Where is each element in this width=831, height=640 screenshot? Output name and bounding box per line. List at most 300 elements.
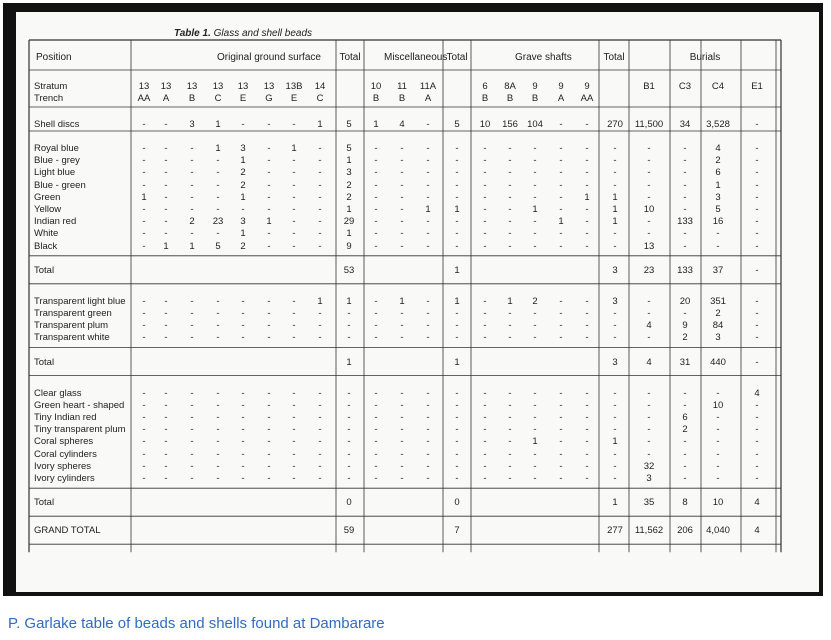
value-cell: - xyxy=(533,448,537,460)
value-cell: - xyxy=(455,228,459,240)
value-cell: - xyxy=(716,387,720,399)
row-label: Black xyxy=(34,240,58,252)
value-cell: - xyxy=(241,424,245,436)
value-cell: - xyxy=(216,155,220,167)
value-cell: - xyxy=(559,191,563,203)
value-cell: - xyxy=(455,320,459,332)
value-cell: - xyxy=(455,436,459,448)
value-cell: - xyxy=(755,320,759,332)
value-cell: - xyxy=(455,460,459,472)
value-cell: - xyxy=(374,332,378,344)
value-cell: - xyxy=(164,332,168,344)
value-cell: - xyxy=(400,167,404,179)
value-cell: - xyxy=(400,448,404,460)
value-cell: - xyxy=(241,448,245,460)
total-value: 1 xyxy=(454,356,460,368)
value-cell: - xyxy=(164,119,168,130)
value-cell: 6 xyxy=(682,412,688,423)
value-cell: - xyxy=(164,387,168,399)
value-cell: 3,528 xyxy=(706,119,730,130)
stratum-code: 6 xyxy=(482,81,488,92)
stratum-code: E1 xyxy=(751,81,763,92)
value-cell: - xyxy=(267,436,271,448)
value-cell: - xyxy=(483,191,487,203)
value-cell: - xyxy=(318,436,322,448)
value-cell: 5 xyxy=(346,119,352,130)
value-cell: - xyxy=(426,387,430,399)
value-cell: - xyxy=(559,204,563,215)
value-cell: - xyxy=(455,155,459,167)
value-cell: - xyxy=(374,448,378,460)
value-cell: - xyxy=(613,424,617,436)
value-cell: - xyxy=(613,167,617,179)
value-cell: - xyxy=(267,167,271,179)
value-cell: - xyxy=(142,119,146,130)
trench-code: C xyxy=(214,93,222,104)
value-cell: - xyxy=(347,412,351,423)
value-cell: - xyxy=(755,143,759,154)
value-cell: - xyxy=(400,460,404,472)
row-label: Transparent green xyxy=(34,308,112,319)
value-cell: - xyxy=(755,216,759,228)
value-cell: - xyxy=(755,119,759,130)
value-cell: - xyxy=(647,387,651,399)
value-cell: 10 xyxy=(479,119,491,130)
value-cell: - xyxy=(613,143,617,154)
value-cell: - xyxy=(267,424,271,436)
value-cell: - xyxy=(374,179,378,191)
stratum-code: 9 xyxy=(584,81,590,92)
value-cell: - xyxy=(267,387,271,399)
trench-code: C xyxy=(316,93,324,104)
value-cell: - xyxy=(426,332,430,344)
value-cell: - xyxy=(755,460,759,472)
trench-code: B xyxy=(506,93,514,104)
value-cell: 10 xyxy=(712,399,724,411)
row-label: Ivory spheres xyxy=(34,460,92,472)
value-cell: - xyxy=(292,179,296,191)
value-cell: - xyxy=(559,143,563,154)
value-cell: - xyxy=(508,143,512,154)
total-value: 35 xyxy=(643,497,655,509)
value-cell: - xyxy=(142,320,146,332)
value-cell: 84 xyxy=(712,320,724,332)
value-cell: - xyxy=(585,295,589,307)
value-cell: - xyxy=(508,399,512,411)
value-cell: - xyxy=(585,320,589,332)
value-cell: - xyxy=(216,320,220,332)
value-cell: 1 xyxy=(425,204,431,215)
value-cell: - xyxy=(585,448,589,460)
value-cell: - xyxy=(483,167,487,179)
value-cell: - xyxy=(426,460,430,472)
value-cell: 2 xyxy=(346,191,352,203)
value-cell: - xyxy=(483,460,487,472)
value-cell: - xyxy=(216,424,220,436)
value-cell: - xyxy=(533,460,537,472)
value-cell: - xyxy=(716,228,720,240)
value-cell: - xyxy=(241,332,245,344)
value-cell: - xyxy=(267,332,271,344)
value-cell: 3 xyxy=(346,167,352,179)
value-cell: - xyxy=(455,308,459,319)
value-cell: - xyxy=(613,240,617,252)
stratum-code: C3 xyxy=(678,81,692,92)
value-cell: - xyxy=(483,179,487,191)
value-cell: - xyxy=(683,308,687,319)
value-cell: - xyxy=(483,387,487,399)
value-cell: - xyxy=(142,179,146,191)
value-cell: 133 xyxy=(677,216,693,228)
value-cell: - xyxy=(400,240,404,252)
total-value: 1 xyxy=(346,356,352,368)
value-cell: 1 xyxy=(189,240,195,252)
value-cell: - xyxy=(216,399,220,411)
value-cell: - xyxy=(426,412,430,423)
value-cell: 29 xyxy=(343,216,355,228)
value-cell: - xyxy=(683,155,687,167)
value-cell: - xyxy=(683,228,687,240)
row-label: Green heart - shaped xyxy=(34,399,125,411)
header-total: Total xyxy=(339,52,361,63)
total-value: 4 xyxy=(754,497,760,509)
value-cell: - xyxy=(318,216,322,228)
value-cell: - xyxy=(190,448,194,460)
value-cell: - xyxy=(400,308,404,319)
value-cell: - xyxy=(216,191,220,203)
value-cell: - xyxy=(613,155,617,167)
value-cell: - xyxy=(426,399,430,411)
value-cell: 1 xyxy=(317,119,323,130)
value-cell: - xyxy=(190,167,194,179)
value-cell: - xyxy=(483,399,487,411)
value-cell: - xyxy=(585,167,589,179)
value-cell: - xyxy=(347,436,351,448)
value-cell: - xyxy=(142,204,146,215)
value-cell: - xyxy=(647,179,651,191)
value-cell: - xyxy=(400,179,404,191)
value-cell: - xyxy=(374,308,378,319)
value-cell: - xyxy=(647,295,651,307)
value-cell: - xyxy=(400,216,404,228)
value-cell: - xyxy=(292,320,296,332)
value-cell: - xyxy=(190,387,194,399)
value-cell: - xyxy=(292,228,296,240)
value-cell: - xyxy=(216,448,220,460)
value-cell: - xyxy=(483,332,487,344)
value-cell: - xyxy=(374,228,378,240)
value-cell: - xyxy=(216,473,220,484)
value-cell: - xyxy=(508,167,512,179)
value-cell: - xyxy=(426,424,430,436)
value-cell: 1 xyxy=(454,295,460,307)
value-cell: - xyxy=(483,295,487,307)
value-cell: - xyxy=(508,412,512,423)
trench-code: B xyxy=(481,93,489,104)
value-cell: - xyxy=(241,460,245,472)
row-label: Transparent light blue xyxy=(34,295,126,307)
value-cell: - xyxy=(559,399,563,411)
value-cell: - xyxy=(216,436,220,448)
row-label: Shell discs xyxy=(34,119,80,130)
value-cell: - xyxy=(241,308,245,319)
value-cell: - xyxy=(190,228,194,240)
value-cell: - xyxy=(426,240,430,252)
value-cell: - xyxy=(508,191,512,203)
value-cell: - xyxy=(216,332,220,344)
value-cell: - xyxy=(164,167,168,179)
value-cell: - xyxy=(216,204,220,215)
value-cell: - xyxy=(455,387,459,399)
value-cell: - xyxy=(318,460,322,472)
grand-total-value: 7 xyxy=(454,525,460,537)
value-cell: - xyxy=(755,473,759,484)
value-cell: - xyxy=(426,228,430,240)
value-cell: - xyxy=(683,448,687,460)
value-cell: - xyxy=(241,119,245,130)
value-cell: - xyxy=(241,412,245,423)
value-cell: - xyxy=(190,155,194,167)
value-cell: - xyxy=(455,191,459,203)
value-cell: - xyxy=(585,473,589,484)
value-cell: 4 xyxy=(646,320,652,332)
value-cell: - xyxy=(241,436,245,448)
value-cell: - xyxy=(426,308,430,319)
value-cell: - xyxy=(533,179,537,191)
value-cell: - xyxy=(400,204,404,215)
value-cell: 1 xyxy=(715,179,721,191)
value-cell: - xyxy=(683,179,687,191)
value-cell: - xyxy=(267,191,271,203)
value-cell: - xyxy=(483,473,487,484)
value-cell: - xyxy=(318,448,322,460)
total-value: 440 xyxy=(710,356,726,368)
value-cell: - xyxy=(755,436,759,448)
value-cell: 1 xyxy=(612,191,618,203)
value-cell: 1 xyxy=(584,191,590,203)
value-cell: - xyxy=(755,412,759,423)
value-cell: - xyxy=(559,179,563,191)
value-cell: - xyxy=(533,332,537,344)
value-cell: - xyxy=(483,308,487,319)
value-cell: - xyxy=(647,191,651,203)
grand-total-value: 277 xyxy=(607,525,623,537)
row-label: Indian red xyxy=(34,216,77,228)
value-cell: - xyxy=(533,320,537,332)
grand-total-label: GRAND TOTAL xyxy=(34,525,101,537)
value-cell: 10 xyxy=(643,204,655,215)
value-cell: - xyxy=(647,216,651,228)
value-cell: - xyxy=(716,240,720,252)
table-number: Table 1. xyxy=(174,28,211,39)
value-cell: - xyxy=(374,399,378,411)
value-cell: - xyxy=(374,412,378,423)
value-cell: - xyxy=(585,399,589,411)
value-cell: - xyxy=(292,399,296,411)
value-cell: 6 xyxy=(715,167,721,179)
value-cell: - xyxy=(374,320,378,332)
value-cell: - xyxy=(613,308,617,319)
value-cell: - xyxy=(318,424,322,436)
value-cell: - xyxy=(585,387,589,399)
value-cell: - xyxy=(318,412,322,423)
value-cell: - xyxy=(647,424,651,436)
value-cell: - xyxy=(559,228,563,240)
row-label: Blue - green xyxy=(34,179,86,191)
value-cell: - xyxy=(647,167,651,179)
value-cell: - xyxy=(533,167,537,179)
value-cell: - xyxy=(190,436,194,448)
value-cell: - xyxy=(508,240,512,252)
value-cell: - xyxy=(483,240,487,252)
value-cell: 2 xyxy=(715,308,721,319)
grand-total-value: 59 xyxy=(343,525,355,537)
value-cell: - xyxy=(374,424,378,436)
value-cell: - xyxy=(755,399,759,411)
value-cell: - xyxy=(585,424,589,436)
value-cell: - xyxy=(647,308,651,319)
value-cell: - xyxy=(190,295,194,307)
value-cell: - xyxy=(508,228,512,240)
value-cell: - xyxy=(533,308,537,319)
value-cell: 16 xyxy=(712,216,724,228)
value-cell: - xyxy=(559,412,563,423)
total-value: 1 xyxy=(454,264,460,276)
value-cell: - xyxy=(559,332,563,344)
value-cell: - xyxy=(400,412,404,423)
trench-code: AA xyxy=(580,93,594,104)
value-cell: - xyxy=(455,332,459,344)
value-cell: - xyxy=(267,155,271,167)
value-cell: 1 xyxy=(215,143,221,154)
value-cell: - xyxy=(455,448,459,460)
stratum-code: B1 xyxy=(643,81,655,92)
value-cell: - xyxy=(533,412,537,423)
value-cell: - xyxy=(318,399,322,411)
value-cell: - xyxy=(613,399,617,411)
value-cell: 3 xyxy=(715,191,721,203)
stratum-code: 11 xyxy=(397,81,407,92)
value-cell: - xyxy=(455,240,459,252)
total-value: 10 xyxy=(712,497,724,509)
value-cell: 3 xyxy=(240,216,246,228)
header-position: Position xyxy=(36,52,72,63)
value-cell: - xyxy=(190,460,194,472)
value-cell: - xyxy=(292,308,296,319)
value-cell: - xyxy=(374,167,378,179)
value-cell: - xyxy=(292,436,296,448)
value-cell: - xyxy=(374,436,378,448)
value-cell: - xyxy=(164,204,168,215)
value-cell: 1 xyxy=(612,436,618,448)
value-cell: 1 xyxy=(373,119,379,130)
value-cell: - xyxy=(400,332,404,344)
value-cell: - xyxy=(683,204,687,215)
value-cell: - xyxy=(508,320,512,332)
value-cell: - xyxy=(267,119,271,130)
table-title-text: Glass and shell beads xyxy=(213,28,313,39)
value-cell: - xyxy=(755,332,759,344)
value-cell: - xyxy=(483,436,487,448)
value-cell: - xyxy=(533,424,537,436)
value-cell: - xyxy=(374,473,378,484)
value-cell: 5 xyxy=(215,240,221,252)
stratum-code: 13 xyxy=(237,81,249,92)
value-cell: - xyxy=(347,332,351,344)
scanned-table-page xyxy=(16,12,819,592)
trench-code: B xyxy=(372,93,380,104)
value-cell: - xyxy=(142,412,146,423)
value-cell: - xyxy=(483,448,487,460)
total-value: 3 xyxy=(612,264,618,276)
value-cell: - xyxy=(318,155,322,167)
value-cell: - xyxy=(400,228,404,240)
value-cell: - xyxy=(216,460,220,472)
value-cell: - xyxy=(164,179,168,191)
value-cell: - xyxy=(613,448,617,460)
value-cell: - xyxy=(292,473,296,484)
value-cell: - xyxy=(585,204,589,215)
value-cell: - xyxy=(559,448,563,460)
value-cell: - xyxy=(533,228,537,240)
value-cell: - xyxy=(647,228,651,240)
value-cell: - xyxy=(533,399,537,411)
value-cell: 5 xyxy=(454,119,460,130)
value-cell: - xyxy=(755,228,759,240)
total-value: 4 xyxy=(646,356,652,368)
value-cell: - xyxy=(267,460,271,472)
row-label: Tiny Indian red xyxy=(34,412,97,423)
value-cell: - xyxy=(142,448,146,460)
value-cell: - xyxy=(347,308,351,319)
value-cell: - xyxy=(164,424,168,436)
value-cell: - xyxy=(292,295,296,307)
value-cell: - xyxy=(716,460,720,472)
value-cell: - xyxy=(508,332,512,344)
trench-code: G xyxy=(265,93,273,104)
value-cell: - xyxy=(318,204,322,215)
value-cell: - xyxy=(216,308,220,319)
value-cell: 32 xyxy=(643,460,655,472)
value-cell: - xyxy=(374,460,378,472)
value-cell: - xyxy=(559,167,563,179)
value-cell: - xyxy=(559,295,563,307)
value-cell: 3 xyxy=(240,143,246,154)
stratum-code: 13 xyxy=(160,81,172,92)
value-cell: - xyxy=(190,332,194,344)
value-cell: - xyxy=(241,399,245,411)
value-cell: - xyxy=(318,387,322,399)
value-cell: - xyxy=(585,216,589,228)
value-cell: - xyxy=(267,179,271,191)
value-cell: - xyxy=(683,473,687,484)
value-cell: - xyxy=(241,295,245,307)
value-cell: - xyxy=(585,155,589,167)
image-frame xyxy=(3,3,823,596)
value-cell: - xyxy=(755,295,759,307)
value-cell: - xyxy=(559,473,563,484)
value-cell: - xyxy=(374,191,378,203)
value-cell: - xyxy=(142,387,146,399)
value-cell: 2 xyxy=(240,167,246,179)
total-value: 0 xyxy=(454,497,460,509)
value-cell: - xyxy=(190,473,194,484)
stratum-code: 13 xyxy=(263,81,275,92)
value-cell: - xyxy=(647,448,651,460)
header-burials: Burials xyxy=(689,52,721,63)
row-label: Coral cylinders xyxy=(34,448,97,460)
value-cell: - xyxy=(292,167,296,179)
